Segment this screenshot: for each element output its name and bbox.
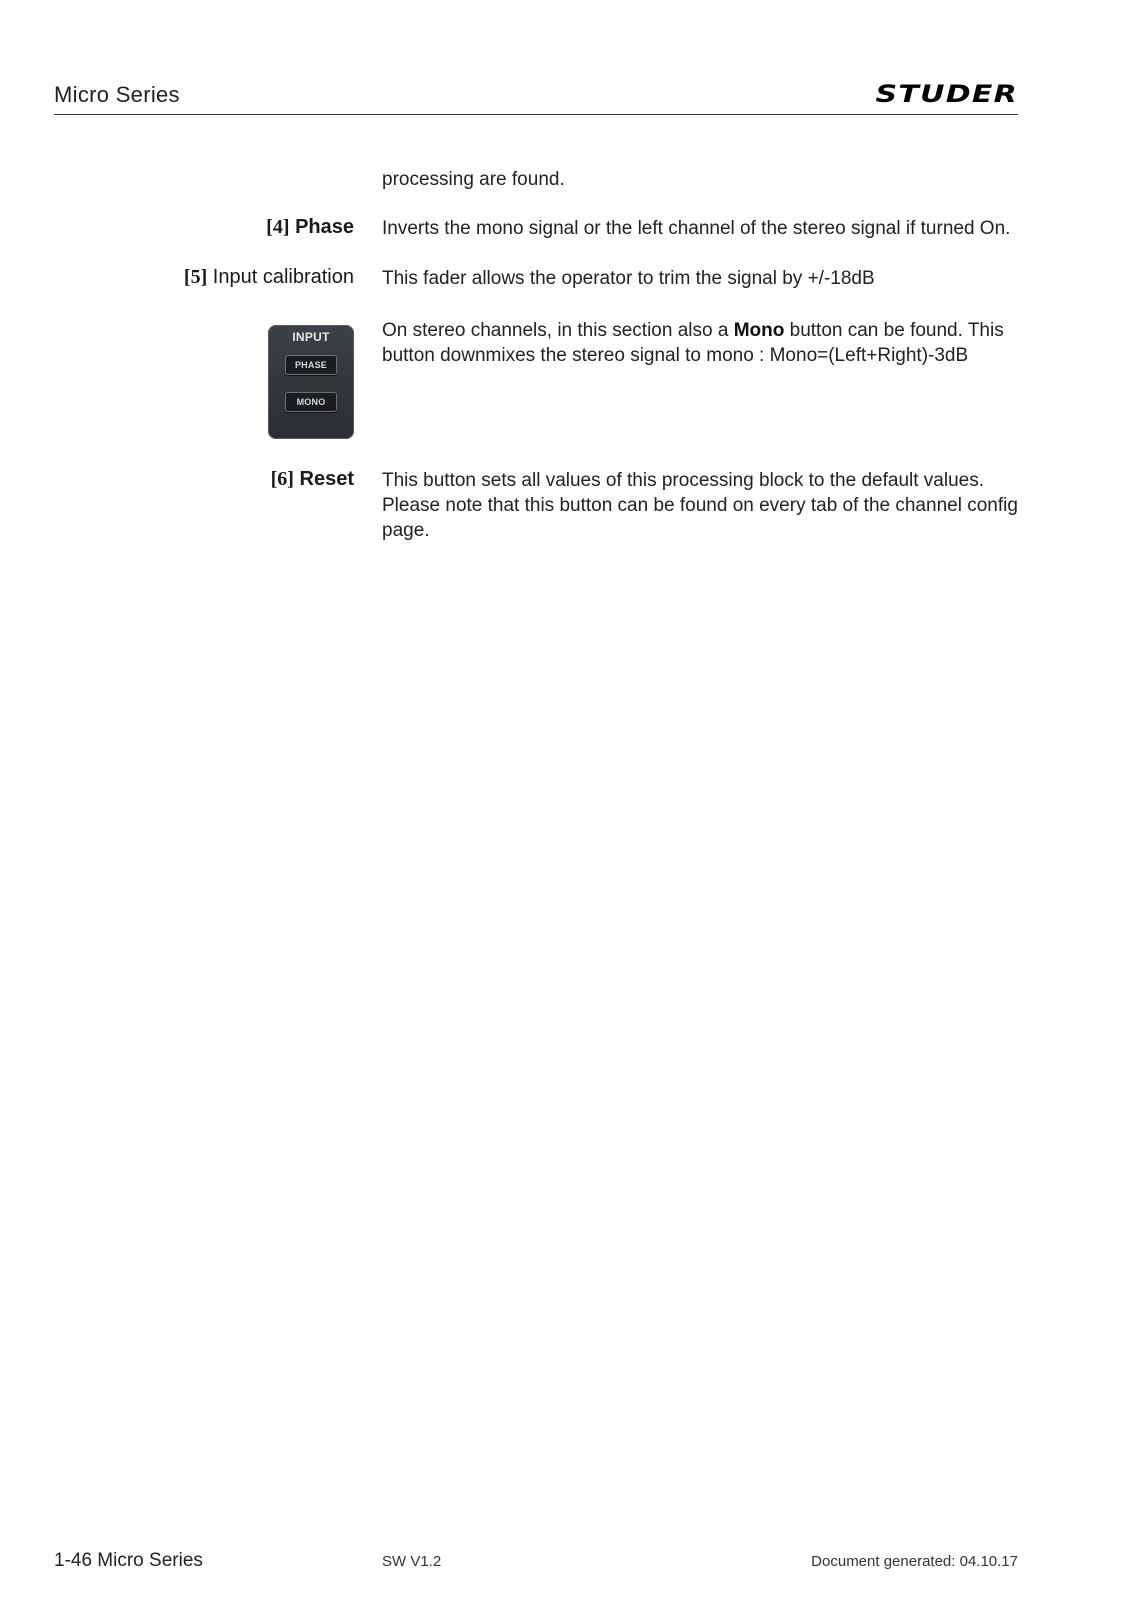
entry-term-label: Input calibration bbox=[212, 266, 354, 288]
entry-number: [4] bbox=[266, 216, 290, 238]
stereo-note-before: On stereo channels, in this section also a bbox=[382, 320, 734, 341]
header-title: Micro Series bbox=[54, 82, 180, 107]
entry-term-label: Reset bbox=[299, 468, 354, 490]
entry-term-label: Phase bbox=[295, 216, 354, 238]
intro-text: processing are found. bbox=[382, 169, 565, 190]
panel-title: INPUT bbox=[292, 330, 330, 344]
entry-description: This fader allows the operator to trim the signal by +/-18dB bbox=[382, 268, 875, 289]
entry-description: Inverts the mono signal or the left channel of the stereo signal if turned On. bbox=[382, 218, 1011, 239]
mono-button-image: MONO bbox=[285, 392, 337, 412]
footer-version: SW V1.2 bbox=[382, 1553, 442, 1570]
entry-number: [6] bbox=[270, 468, 294, 490]
phase-button-image: PHASE bbox=[285, 355, 337, 375]
stereo-note-text bbox=[382, 318, 1018, 368]
entry-description: This button sets all values of this processing block to the default values. Please note that this button can be found on every tab of the channel config page. bbox=[382, 470, 1018, 541]
stereo-note-after: button can be found. This button downmixes the stereo signal to mono : Mono=(Left+Right)-3dB bbox=[382, 320, 1004, 366]
entry-number: [5] bbox=[183, 266, 208, 288]
entry-term bbox=[271, 468, 354, 491]
studer-logo: STUDER bbox=[875, 80, 1018, 108]
entry-term bbox=[266, 216, 354, 239]
footer-page: 1-46 Micro Series bbox=[54, 1550, 203, 1571]
input-panel-illustration bbox=[268, 325, 354, 439]
stereo-note-bold: Mono bbox=[733, 320, 785, 341]
footer-generated: Document generated: 04.10.17 bbox=[811, 1553, 1018, 1570]
page-header bbox=[54, 78, 1018, 115]
page-footer bbox=[54, 1550, 1018, 1574]
entry-term bbox=[184, 266, 354, 289]
